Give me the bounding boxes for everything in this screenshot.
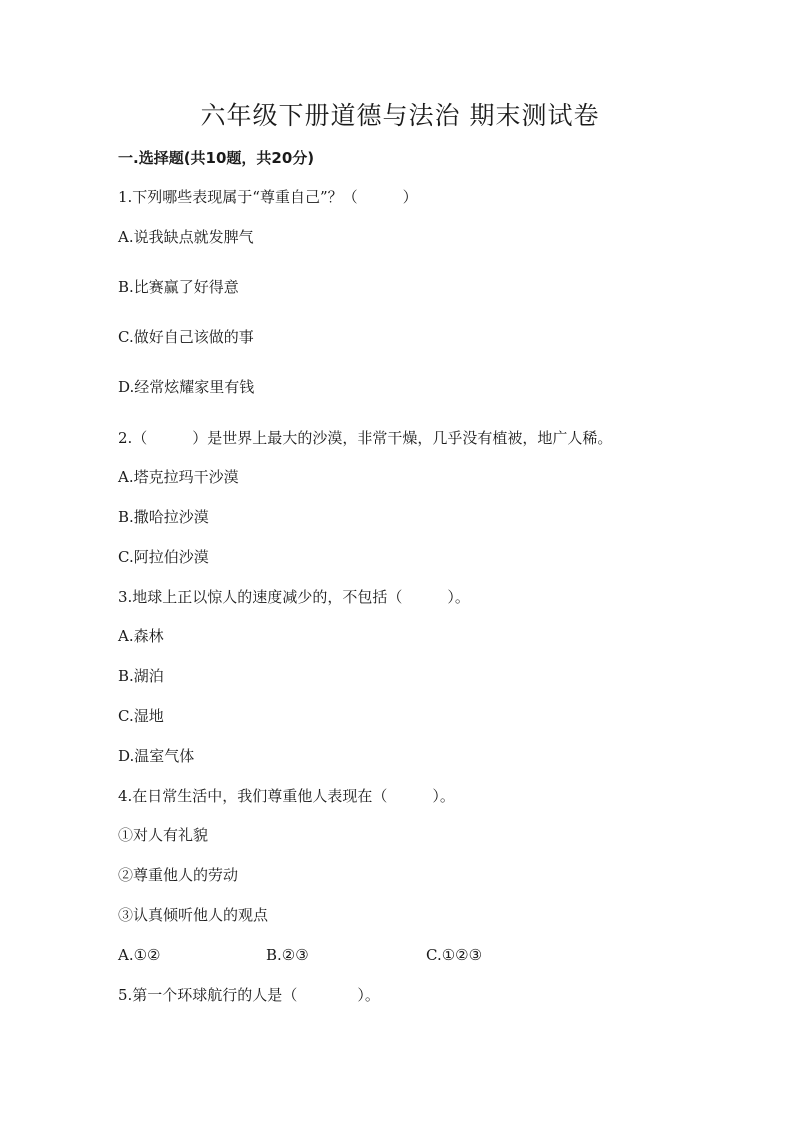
question-4-statement-1: ①对人有礼貌: [118, 826, 209, 844]
question-3-stem: 3.地球上正以惊人的速度减少的，不包括（ ）。: [118, 588, 470, 606]
question-4-option-c[interactable]: C.①②③: [426, 946, 483, 964]
question-4-statement-3: ③认真倾听他人的观点: [118, 906, 269, 924]
question-2-stem: 2.（ ）是世界上最大的沙漠，非常干燥，几乎没有植被，地广人稀。: [118, 429, 613, 447]
question-4-statement-2: ②尊重他人的劳动: [118, 866, 239, 884]
question-2-option-b[interactable]: B.撒哈拉沙漠: [118, 508, 209, 526]
question-4-option-a[interactable]: A.①②: [118, 946, 161, 964]
question-1-option-b[interactable]: B.比赛赢了好得意: [118, 278, 239, 296]
question-1-option-a[interactable]: A.说我缺点就发脾气: [118, 228, 254, 246]
question-2-option-a[interactable]: A.塔克拉玛干沙漠: [118, 468, 239, 486]
question-3-option-a[interactable]: A.森林: [118, 627, 164, 645]
question-4-option-b[interactable]: B.②③: [266, 946, 309, 964]
question-3-option-b[interactable]: B.湖泊: [118, 667, 164, 685]
question-4-stem: 4.在日常生活中，我们尊重他人表现在（ ）。: [118, 787, 455, 805]
question-3-option-d[interactable]: D.温室气体: [118, 747, 195, 765]
question-3-option-c[interactable]: C.湿地: [118, 707, 164, 725]
question-2-option-c[interactable]: C.阿拉伯沙漠: [118, 548, 209, 566]
question-5-stem: 5.第一个环球航行的人是（ ）。: [118, 986, 380, 1004]
section-heading: 一.选择题(共10题，共20分): [118, 149, 315, 167]
question-1-option-d[interactable]: D.经常炫耀家里有钱: [118, 378, 255, 396]
question-1-stem: 1.下列哪些表现属于“尊重自己”？（ ）: [118, 188, 418, 206]
exam-title: 六年级下册道德与法治 期末测试卷: [200, 101, 600, 130]
question-1-option-c[interactable]: C.做好自己该做的事: [118, 328, 254, 346]
